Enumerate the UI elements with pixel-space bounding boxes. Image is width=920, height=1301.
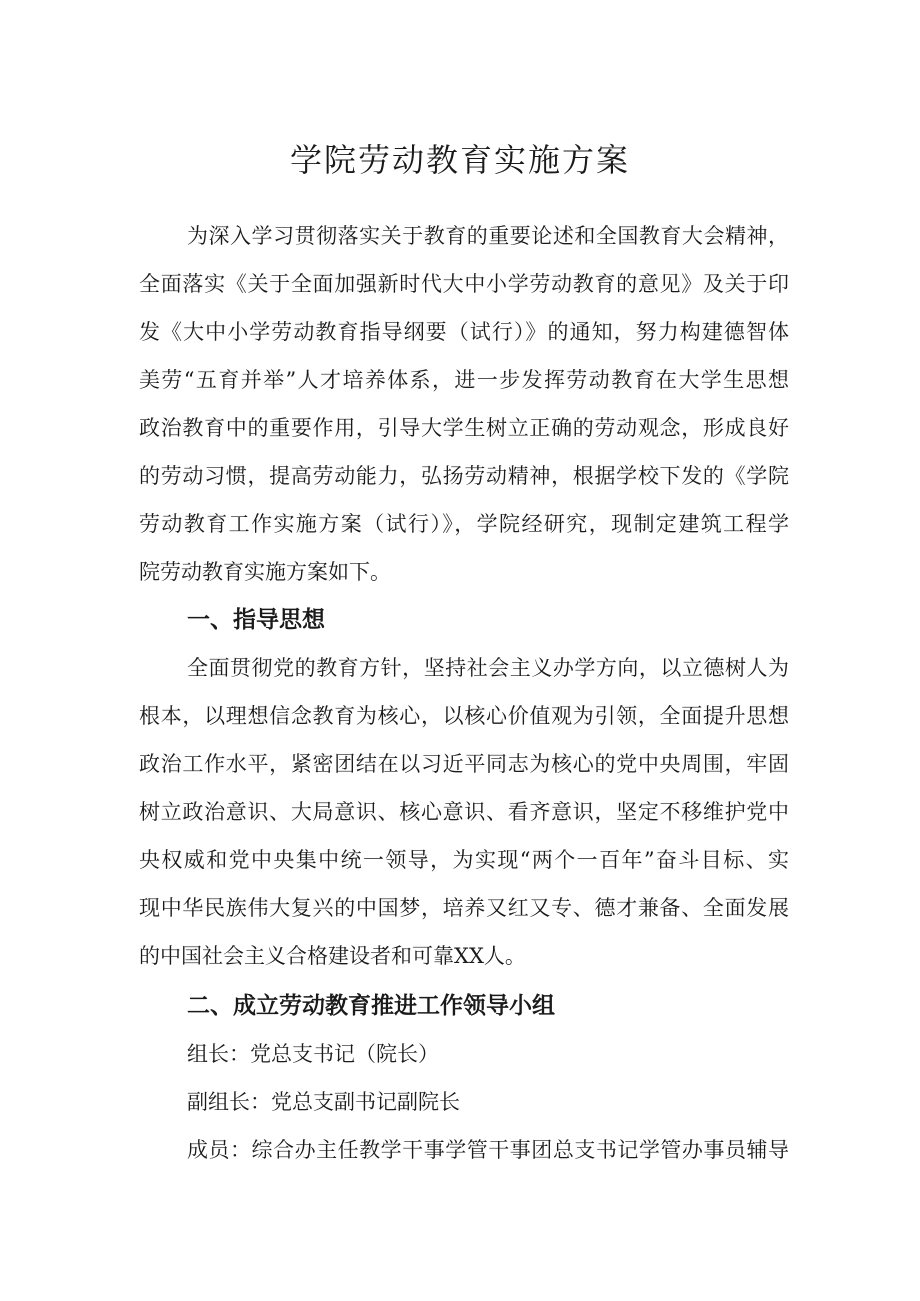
intro-line: 美劳“五育并举”人才培养体系，进一步发挥劳动教育在大学生思想 [139, 368, 789, 392]
intro-line: 政治教育中的重要作用，引导大学生树立正确的劳动观念，形成良好 [139, 416, 789, 440]
document-title: 学院劳动教育实施方案 [289, 141, 630, 179]
section1-line: 的中国社会主义合格建设者和可靠XX人。 [139, 944, 526, 968]
intro-line: 劳动教育工作实施方案（试行）》，学院经研究，现制定建筑工程学 [139, 512, 789, 536]
intro-line: 院劳动教育实施方案如下。 [139, 560, 391, 584]
section1-line: 政治工作水平，紧密团结在以习近平同志为核心的党中央周围，牢固 [139, 752, 789, 776]
section1-line: 央权威和党中央集中统一领导，为实现“两个一百年”奋斗目标、实 [139, 848, 789, 872]
section1-line: 现中华民族伟大复兴的中国梦，培养又红又专、德才兼备、全面发展 [139, 896, 789, 920]
members-line: 成员：综合办主任教学干事学管干事团总支书记学管办事员辅导 [187, 1138, 789, 1162]
section1-line: 根本，以理想信念教育为核心，以核心价值观为引领，全面提升思想 [139, 704, 789, 728]
intro-line: 的劳动习惯，提高劳动能力，弘扬劳动精神，根据学校下发的《学院 [139, 464, 789, 488]
section-heading-leading-group: 二、成立劳动教育推进工作领导小组 [187, 993, 555, 1019]
section1-line: 全面贯彻党的教育方针，坚持社会主义办学方向，以立德树人为 [187, 656, 789, 680]
intro-line: 为深入学习贯彻落实关于教育的重要论述和全国教育大会精神， [187, 224, 789, 248]
group-leader-line: 组长：党总支书记（院长） [187, 1042, 439, 1066]
section1-line: 树立政治意识、大局意识、核心意识、看齐意识，坚定不移维护党中 [139, 800, 789, 824]
deputy-leader-line: 副组长：党总支副书记副院长 [187, 1090, 460, 1114]
intro-line: 全面落实《关于全面加强新时代大中小学劳动教育的意见》及关于印 [139, 272, 789, 296]
section-heading-guiding-thought: 一、指导思想 [187, 607, 325, 633]
intro-line: 发《大中小学劳动教育指导纲要（试行）》的通知，努力构建德智体 [139, 320, 789, 344]
